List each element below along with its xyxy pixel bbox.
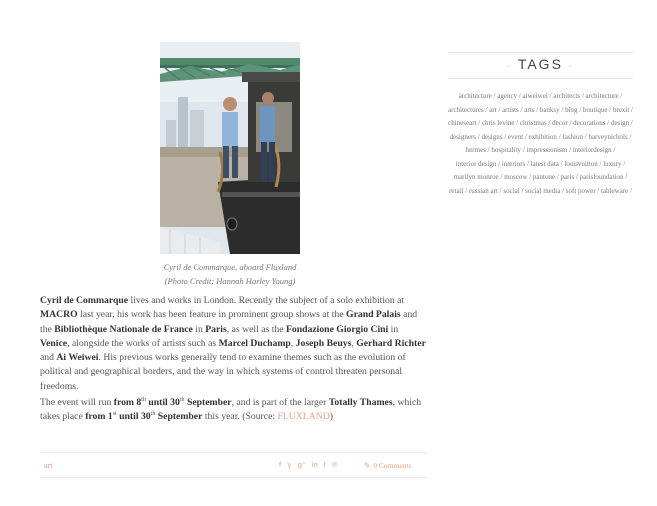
tags-rule-top xyxy=(448,52,633,53)
tag-link[interactable]: exhibition xyxy=(528,132,557,141)
text-run: The event will run xyxy=(40,397,114,408)
tag-link[interactable]: decorations xyxy=(573,119,606,127)
text-run: in xyxy=(192,323,206,335)
share-icons xyxy=(279,460,337,469)
tag-link[interactable]: boutique xyxy=(583,105,608,114)
tag-link[interactable]: chineseart xyxy=(448,119,477,127)
tag-link[interactable]: artists xyxy=(502,105,519,114)
tag-cloud: architecture / agency / aiweiwei / architects / architecture / architectures / art / artists / arts / banksy / blog / boutique / brexit / chineseart / chris levine / christmas / decor / decorations / design / designers / designs / event / exhibition / fashion / harveynichols / hermes / hospitality / impressionism / interiordesign / interior design / interiors / latest data / louisvuitton / luxury / marilyn monroe / moscow / pantone / paris / parisfoundation / retail / russian art / social / social media / soft power / tableware / xyxy=(448,92,633,195)
ornament-right-icon: · xyxy=(568,60,574,71)
bold-text: Venice xyxy=(40,337,68,349)
bold-text: Joseph Beuys xyxy=(295,337,352,349)
bold-text: Totally Thames xyxy=(328,397,393,408)
bold-text: from 8 xyxy=(113,397,142,408)
text-run: and the xyxy=(40,309,418,335)
tags-title: TAGS xyxy=(517,56,563,72)
footer-divider-top xyxy=(40,452,427,453)
text-run: in xyxy=(388,323,399,335)
facebook-icon[interactable]: f xyxy=(279,460,282,469)
text-run: this year. (Source: xyxy=(202,411,278,423)
tag-link[interactable]: agency xyxy=(497,92,518,100)
bold-text: until 30 xyxy=(116,411,151,423)
tag-link[interactable]: tableware xyxy=(600,186,629,195)
comments-count: 0 Comments xyxy=(373,461,412,470)
tag-link[interactable]: designers xyxy=(449,132,477,141)
photo-credit: (Photo Credit: Hannah Harley Young) xyxy=(164,276,296,286)
tags-rule-bottom xyxy=(448,78,633,79)
text-run: ) xyxy=(329,411,333,423)
tag-link[interactable]: social media xyxy=(525,186,561,195)
google-plus-icon[interactable]: g⁺ xyxy=(297,460,306,469)
bold-text: Paris xyxy=(205,323,227,335)
linkedin-icon[interactable]: in xyxy=(311,460,318,469)
article-photo xyxy=(160,42,300,254)
tag-link[interactable]: designs xyxy=(481,132,503,141)
text-run: , and is part of the larger xyxy=(231,397,329,408)
text-run: last year, his work has been feature in prominent group shows at the xyxy=(77,309,347,321)
tag-link[interactable]: moscow xyxy=(504,173,528,181)
tag-link[interactable]: architecture xyxy=(585,92,619,100)
tag-link[interactable]: blog xyxy=(565,105,578,114)
tag-link[interactable]: social xyxy=(503,186,520,195)
tag-link[interactable]: architecture xyxy=(458,92,492,100)
category-link[interactable]: art xyxy=(44,461,53,470)
tag-link[interactable]: paris xyxy=(560,173,575,181)
bold-text: Grand Palais xyxy=(346,309,401,321)
tag-link[interactable]: chris levine xyxy=(481,119,515,127)
tag-link[interactable]: parisfoundation xyxy=(579,173,624,181)
tag-link[interactable]: pantone xyxy=(532,173,556,181)
text-run: , which takes place xyxy=(40,397,422,423)
tag-link[interactable]: retail xyxy=(449,186,464,195)
tumblr-icon[interactable]: t xyxy=(323,460,326,469)
tag-link[interactable]: harveynichols xyxy=(588,132,628,141)
comments-link[interactable] xyxy=(364,461,411,470)
tag-link[interactable]: event xyxy=(507,132,524,141)
bold-text: until 30 xyxy=(145,397,180,408)
bold-text: Gerhard Richter xyxy=(356,337,426,349)
text-run: , xyxy=(290,337,296,349)
tag-link[interactable]: brexit xyxy=(612,105,630,114)
tag-link[interactable]: interiordesign xyxy=(572,146,612,154)
bold-text: Bibliothèque Nationale de France xyxy=(54,323,193,335)
tag-link[interactable]: fashion xyxy=(562,132,583,141)
twitter-icon[interactable]: 𝕪 xyxy=(287,460,292,469)
footer-divider-bottom xyxy=(40,477,427,478)
tag-link[interactable]: interior design xyxy=(455,159,497,168)
tag-link[interactable]: decor xyxy=(552,119,568,127)
tag-link[interactable]: christmas xyxy=(519,119,547,127)
article-paragraph-1 xyxy=(40,294,427,394)
tag-link[interactable]: interiors xyxy=(501,159,526,168)
ordinal-suffix: th xyxy=(141,396,146,403)
tag-link[interactable]: architects xyxy=(553,92,581,100)
ordinal-suffix: th xyxy=(179,396,185,403)
article-paragraph-2 xyxy=(40,396,427,425)
text-run: , xyxy=(351,337,357,349)
text-run: , alongside the works of artists such as xyxy=(67,337,219,349)
text-run: and xyxy=(40,352,57,364)
bold-text: Fondazione Giorgio Cini xyxy=(285,323,389,335)
photo-caption: Cyril de Commarque, aboard Fluxland xyxy=(163,262,297,272)
tag-link[interactable]: latest data xyxy=(530,159,559,168)
boat-photo-image xyxy=(160,42,300,254)
tag-link[interactable]: art xyxy=(489,105,497,114)
source-link[interactable]: FLUXLAND xyxy=(277,411,330,423)
tags-heading xyxy=(448,56,633,72)
tag-link[interactable]: aiweiwei xyxy=(522,92,548,100)
text-run: . His previous works generally tend to examine themes such as the evolution of political and geographical borders, and the way in which systems of control threaten personal freedoms. xyxy=(40,352,406,392)
bold-text: Ai Weiwei xyxy=(56,352,99,364)
tag-link[interactable]: russian art xyxy=(468,186,498,195)
ordinal-suffix: th xyxy=(150,411,156,418)
ornament-left-icon: · xyxy=(507,60,513,71)
tag-link[interactable]: luxury xyxy=(603,159,622,168)
bold-text: September xyxy=(184,397,232,408)
text-run: lives and works in London. Recently the subject of a solo exhibition at xyxy=(128,295,405,306)
pinterest-icon[interactable]: ℗ xyxy=(331,460,338,469)
tag-link[interactable]: hospitality xyxy=(491,146,521,154)
tag-link[interactable]: soft power xyxy=(565,186,596,195)
tag-link[interactable]: louisvuitton xyxy=(564,159,598,168)
tag-link[interactable]: banksy xyxy=(539,105,560,114)
tag-link[interactable]: hermes xyxy=(465,146,486,154)
bold-text: MACRO xyxy=(40,309,78,321)
tag-link[interactable]: design xyxy=(610,119,630,127)
tag-link[interactable]: marilyn monroe xyxy=(453,173,499,181)
tag-link[interactable]: architectures xyxy=(448,105,484,114)
bold-text: Marcel Duchamp xyxy=(218,337,291,349)
comment-icon: ✎ xyxy=(364,461,371,470)
text-run: , as well as the xyxy=(226,323,286,335)
tag-link[interactable]: arts xyxy=(524,105,535,114)
bold-text: from 1 xyxy=(85,411,113,423)
bold-text: Cyril de Commarque xyxy=(40,295,129,306)
ordinal-suffix: st xyxy=(112,411,117,418)
tag-link[interactable]: impressionism xyxy=(526,146,568,154)
bold-text: September xyxy=(155,411,203,423)
